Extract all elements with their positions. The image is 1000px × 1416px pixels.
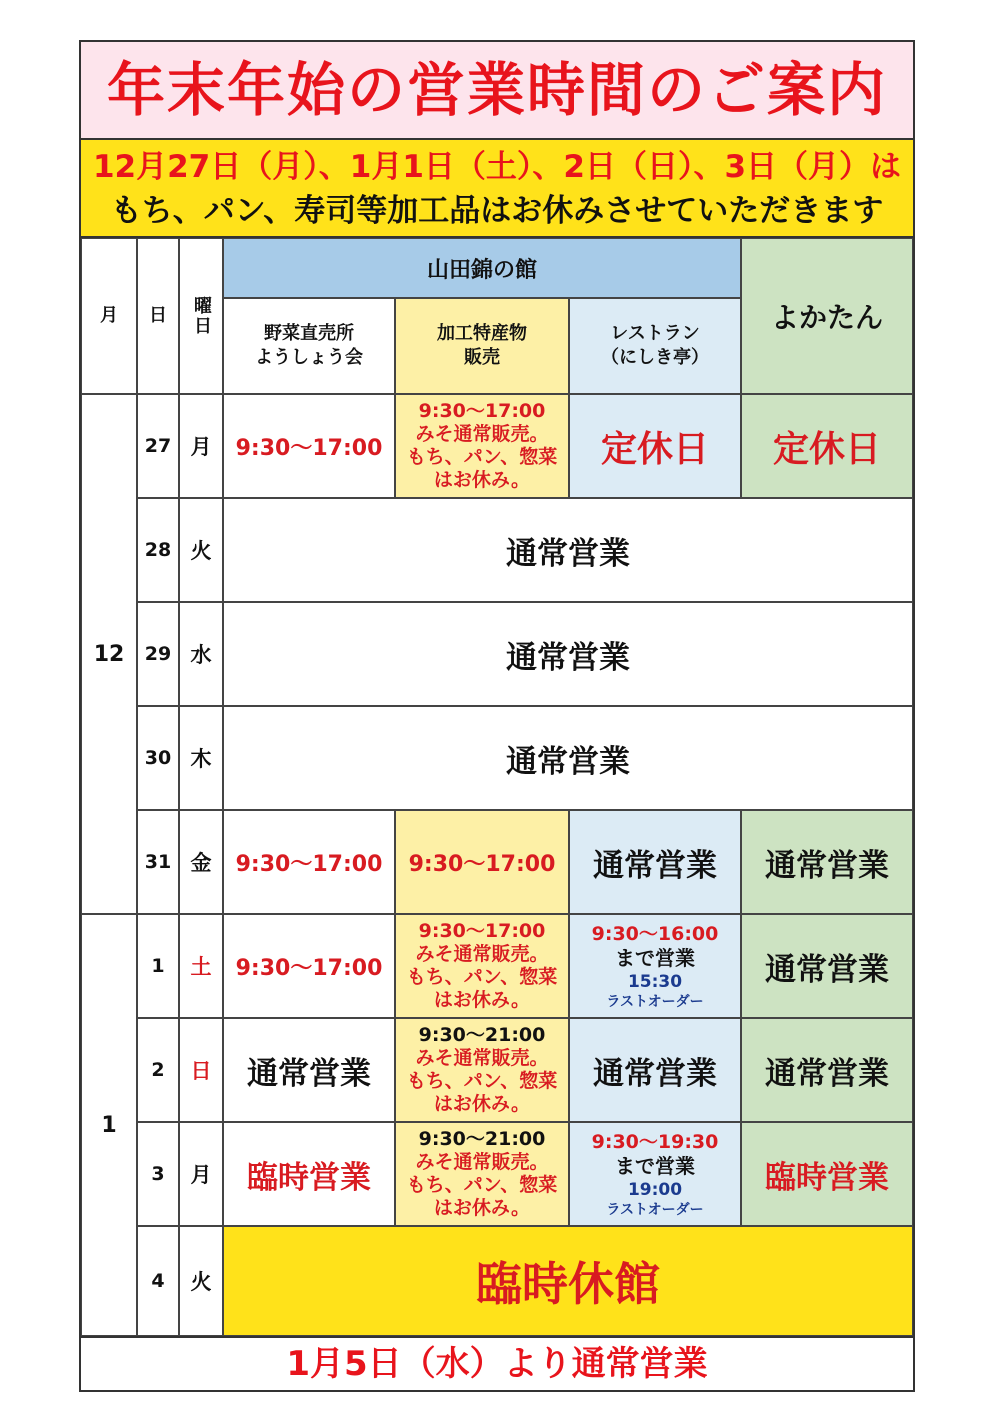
line: 9:30～16:00 xyxy=(591,922,719,945)
line: もち、パン、惣菜 xyxy=(406,1174,558,1196)
header-col1-line2: ようしょう会 xyxy=(255,347,363,368)
all-facilities-status: 通常営業 xyxy=(223,498,913,602)
notice-line-1: 12月27日（月）、1月1日（土）、2日（日）、3日（月）は xyxy=(92,149,902,185)
weekday-cell: 土 xyxy=(179,914,223,1018)
line: みそ通常販売。 xyxy=(415,1151,549,1173)
weekday-cell: 金 xyxy=(179,810,223,914)
header-col3-line1: レストラン xyxy=(610,323,700,344)
processed-goods-hours xyxy=(395,914,569,1018)
line: みそ通常販売。 xyxy=(415,1047,549,1069)
header-group-yamadanishiki: 山田錦の館 xyxy=(223,238,741,298)
processed-goods-hours xyxy=(395,394,569,498)
header-restaurant xyxy=(569,298,741,394)
day-cell: 2 xyxy=(137,1018,179,1122)
line: はお休み。 xyxy=(433,469,531,491)
restaurant-hours: 定休日 xyxy=(569,394,741,498)
weekday-cell: 日 xyxy=(179,1018,223,1122)
weekday-cell: 火 xyxy=(179,1226,223,1336)
notice-line-2: もち、パン、寿司等加工品はお休みさせていただきます xyxy=(110,193,884,229)
line: もち、パン、惣菜 xyxy=(406,446,558,468)
line: はお休み。 xyxy=(433,1197,531,1219)
line: まで営業 xyxy=(615,945,695,970)
line: 9:30～21:00 xyxy=(418,1024,546,1046)
restaurant-hours: 通常営業 xyxy=(569,1018,741,1122)
month-december: 12 xyxy=(81,394,137,914)
page-title: 年末年始の営業時間のご案内 xyxy=(81,42,913,140)
day-cell: 31 xyxy=(137,810,179,914)
vegetable-hours: 通常営業 xyxy=(223,1018,395,1122)
weekday-cell: 木 xyxy=(179,706,223,810)
weekday-cell: 火 xyxy=(179,498,223,602)
vegetable-hours: 臨時営業 xyxy=(223,1122,395,1226)
day-cell: 4 xyxy=(137,1226,179,1336)
weekday-cell: 水 xyxy=(179,602,223,706)
all-facilities-status: 通常営業 xyxy=(223,602,913,706)
line: ラストオーダー xyxy=(606,1201,704,1218)
header-col2-line2: 販売 xyxy=(464,347,500,368)
weekday-cell: 月 xyxy=(179,1122,223,1226)
header-col3-line2: （にしき亭） xyxy=(601,347,709,368)
yokatan-hours: 臨時営業 xyxy=(741,1122,913,1226)
restaurant-hours xyxy=(569,1122,741,1226)
header-month: 月 xyxy=(81,238,137,394)
line: 9:30～17:00 xyxy=(418,920,546,942)
line: みそ通常販売。 xyxy=(415,423,549,445)
month-january: 1 xyxy=(81,914,137,1336)
closure-notice xyxy=(81,140,913,238)
line: ラストオーダー xyxy=(606,993,704,1010)
hours-table xyxy=(81,238,913,1336)
restaurant-hours: 通常営業 xyxy=(569,810,741,914)
restaurant-hours xyxy=(569,914,741,1018)
line: 9:30～17:00 xyxy=(418,400,546,422)
line: 19:00 xyxy=(627,1179,683,1200)
closed-all-facilities: 臨時休館 xyxy=(223,1226,913,1336)
resume-notice: 1月5日（水）より通常営業 xyxy=(81,1336,913,1390)
header-weekday: 曜日 xyxy=(179,238,223,394)
line: みそ通常販売。 xyxy=(415,943,549,965)
processed-goods-hours xyxy=(395,1018,569,1122)
all-facilities-status: 通常営業 xyxy=(223,706,913,810)
day-cell: 3 xyxy=(137,1122,179,1226)
header-day: 日 xyxy=(137,238,179,394)
header-vegetable-market xyxy=(223,298,395,394)
day-cell: 29 xyxy=(137,602,179,706)
line: 15:30 xyxy=(627,971,683,992)
yokatan-hours: 通常営業 xyxy=(741,914,913,1018)
yokatan-hours: 通常営業 xyxy=(741,1018,913,1122)
line: はお休み。 xyxy=(433,1093,531,1115)
vegetable-hours: 9:30～17:00 xyxy=(223,914,395,1018)
yokatan-hours: 定休日 xyxy=(741,394,913,498)
yokatan-hours: 通常営業 xyxy=(741,810,913,914)
header-processed-goods xyxy=(395,298,569,394)
processed-goods-hours xyxy=(395,1122,569,1226)
vegetable-hours: 9:30～17:00 xyxy=(223,394,395,498)
header-yokatan: よかたん xyxy=(741,238,913,394)
line: もち、パン、惣菜 xyxy=(406,1070,558,1092)
line: 9:30～19:30 xyxy=(591,1130,719,1153)
day-cell: 28 xyxy=(137,498,179,602)
header-col1-line1: 野菜直売所 xyxy=(264,323,354,344)
day-cell: 30 xyxy=(137,706,179,810)
vegetable-hours: 9:30～17:00 xyxy=(223,810,395,914)
day-cell: 1 xyxy=(137,914,179,1018)
line: まで営業 xyxy=(615,1153,695,1178)
line: 9:30～21:00 xyxy=(418,1128,546,1150)
processed-goods-hours: 9:30～17:00 xyxy=(395,810,569,914)
day-cell: 27 xyxy=(137,394,179,498)
line: もち、パン、惣菜 xyxy=(406,966,558,988)
line: はお休み。 xyxy=(433,989,531,1011)
weekday-cell: 月 xyxy=(179,394,223,498)
header-col2-line1: 加工特産物 xyxy=(437,323,527,344)
